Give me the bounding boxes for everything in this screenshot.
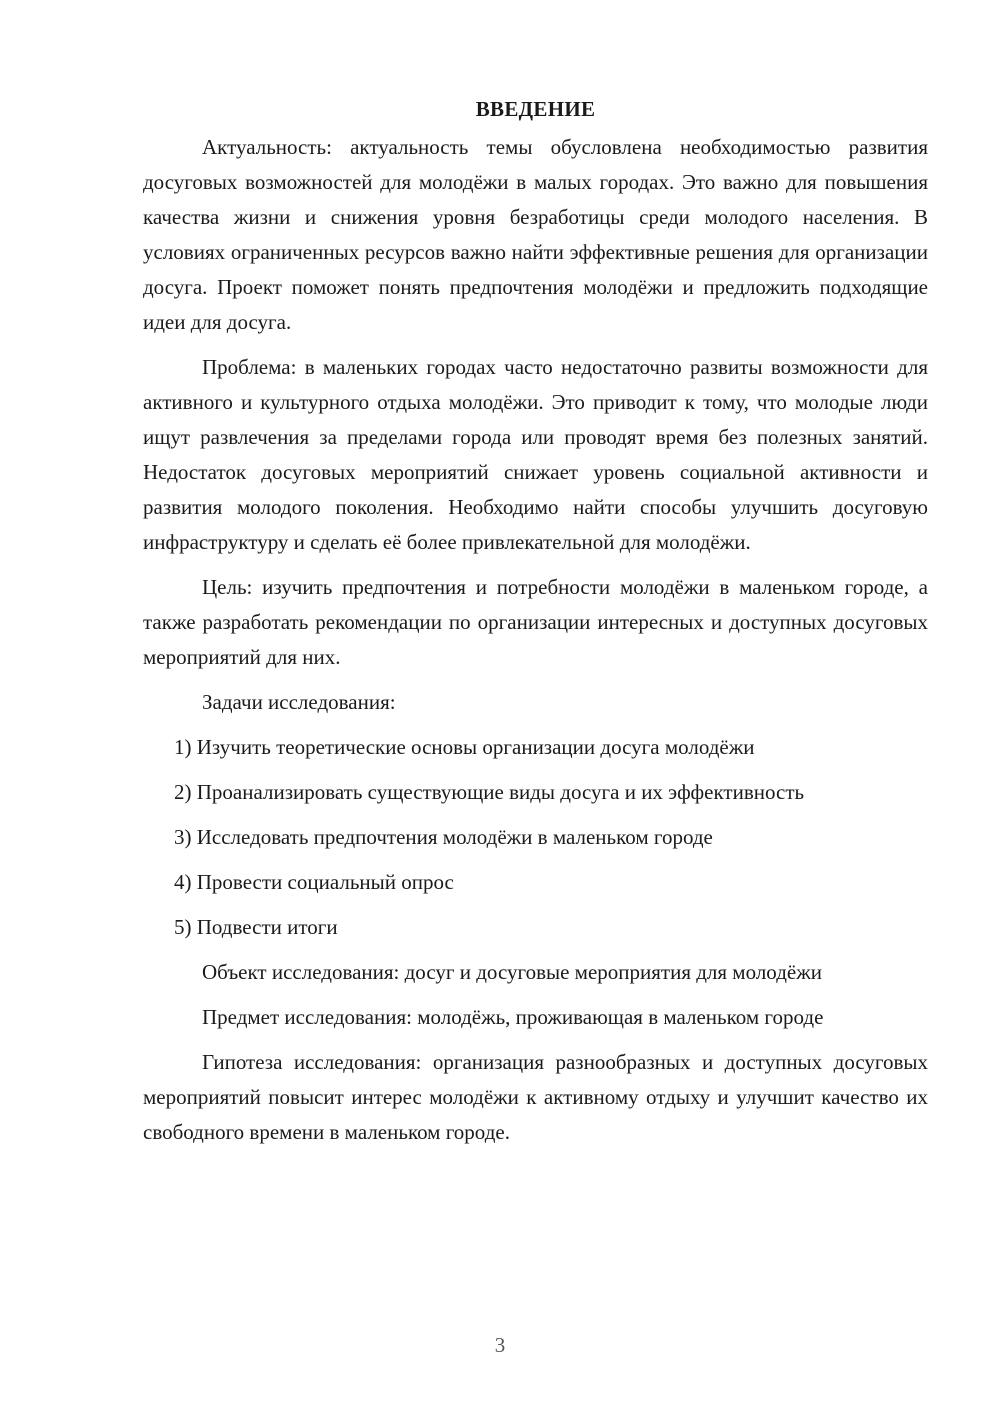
document-page bbox=[143, 92, 928, 1160]
list-item: 4) Провести социальный опрос bbox=[174, 870, 454, 894]
subject-paragraph: Предмет исследования: молодёжь, проживающая в маленьком городе bbox=[202, 1005, 824, 1029]
tasks-list bbox=[143, 730, 928, 945]
list-item: 2) Проанализировать существующие виды досуга и их эффективность bbox=[174, 780, 805, 804]
list-item: 5) Подвести итоги bbox=[174, 915, 338, 939]
goal-paragraph: Цель: изучить предпочтения и потребности молодёжи в маленьком городе, а также разработать рекомендации по организации интересных и доступных досуговых мероприятий для них. bbox=[143, 575, 928, 669]
page-title: ВВЕДЕНИЕ bbox=[475, 97, 596, 121]
tasks-title: Задачи исследования: bbox=[202, 690, 396, 714]
list-item: 3) Исследовать предпочтения молодёжи в маленьком городе bbox=[174, 825, 713, 849]
object-paragraph: Объект исследования: досуг и досуговые мероприятия для молодёжи bbox=[202, 960, 822, 984]
hypothesis-paragraph: Гипотеза исследования: организация разнообразных и доступных досуговых мероприятий повысит интерес молодёжи к активному отдыху и улучшит качество их свободного времени в маленьком городе. bbox=[143, 1050, 928, 1144]
relevance-paragraph: Актуальность: актуальность темы обусловлена необходимостью развития досуговых возможностей для молодёжи в малых городах. Это важно для повышения качества жизни и снижения уровня безработицы среди молодого населения. В условиях ограниченных ресурсов важно найти эффективные решения для организации досуга. Проект поможет понять предпочтения молодёжи и предложить подходящие идеи для досуга. bbox=[143, 135, 928, 334]
problem-paragraph: Проблема: в маленьких городах часто недостаточно развиты возможности для активного и культурного отдыха молодёжи. Это приводит к тому, что молодые люди ищут развлечения за пределами города или проводят время без полезных занятий. Недостаток досуговых мероприятий снижает уровень социальной активности и развития молодого поколения. Необходимо найти способы улучшить досуговую инфраструктуру и сделать её более привлекательной для молодёжи. bbox=[143, 355, 928, 554]
page-number: 3 bbox=[494, 1333, 506, 1357]
list-item: 1) Изучить теоретические основы организации досуга молодёжи bbox=[174, 735, 755, 759]
